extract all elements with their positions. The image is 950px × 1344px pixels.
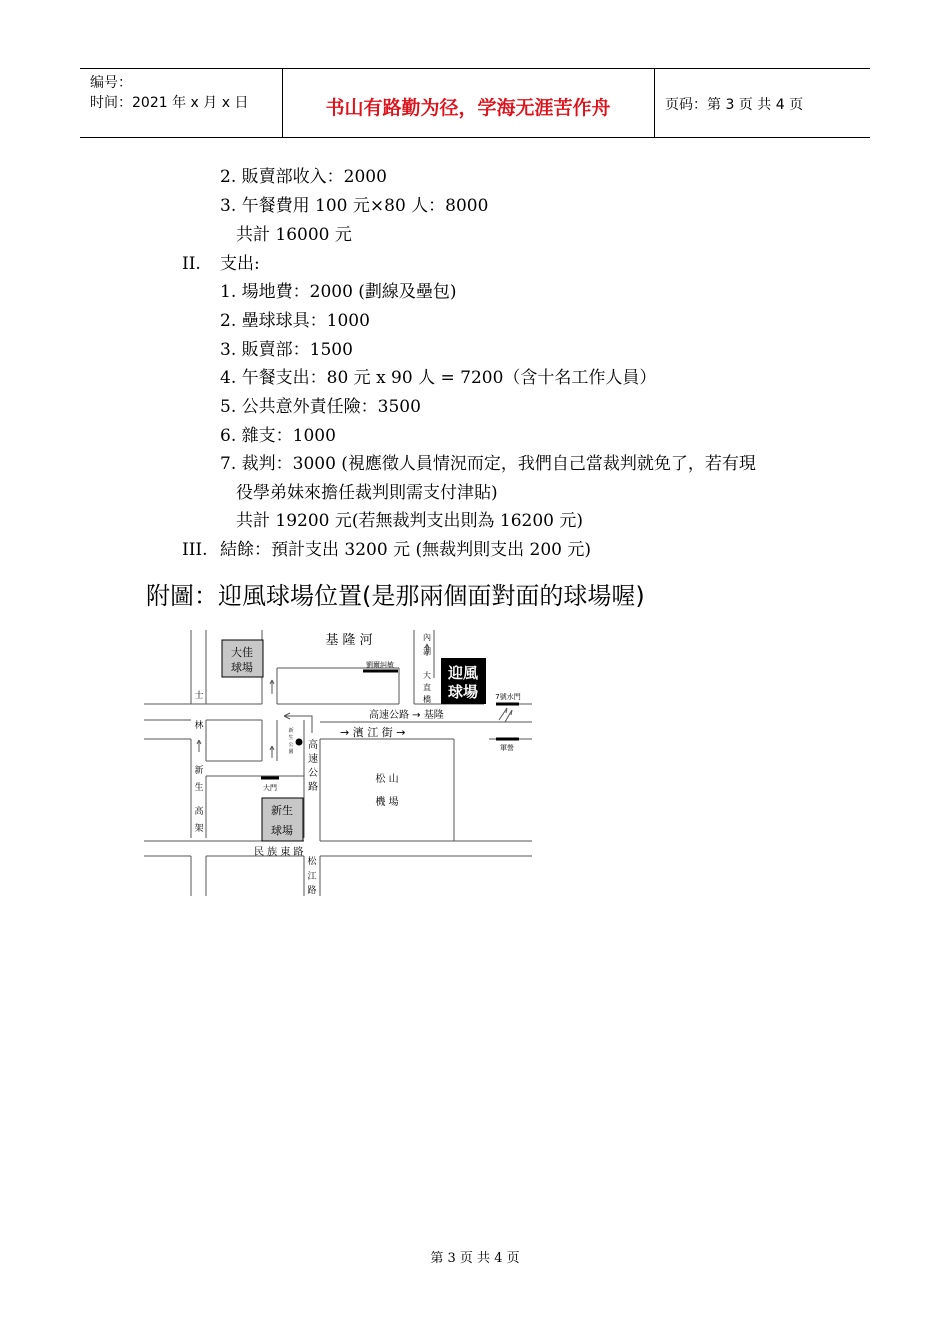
expense-item-7-cont: 役學弟妹來擔任裁判則需支付津貼) [236, 483, 498, 503]
number-label: 编号： [90, 75, 132, 91]
dazhi-bridge-2: 直 [423, 683, 431, 692]
dazhi-bridge-3: 橋 [423, 695, 431, 704]
junguan-label: 軍營 [500, 744, 514, 752]
expense-item-1: 1. 場地費：2000 (劃線及壘包) [220, 282, 457, 302]
river-label: 基 隆 河 [325, 633, 373, 648]
income-item-2: 2. 販賣部收入：2000 [220, 167, 387, 187]
neihu-label-1: 內 [423, 633, 431, 642]
damen-label: 大門 [263, 784, 277, 792]
header-info-cell [80, 69, 283, 137]
songjiang-road-label-1: 松 [307, 857, 317, 867]
yingfeng-court-label-2: 球場 [447, 683, 479, 701]
xinsheng-label-4: 架 [194, 824, 204, 834]
expense-item-4: 4. 午餐支出：80 元 x 90 人 = 7200（含十名工作人員） [220, 368, 657, 388]
water-gate-label: 7號水門 [495, 693, 521, 701]
expense-item-6: 6. 雜支：1000 [220, 426, 336, 446]
park-label-2: 生 [288, 735, 294, 741]
xinsheng-label-2: 生 [194, 783, 204, 793]
section-iii-numeral: III. [182, 540, 208, 560]
minzu-road-label: 民 族 東 路 [254, 847, 304, 858]
liuhe-label: 劉爾糾敏 [366, 661, 394, 669]
section-ii-numeral: II. [182, 254, 201, 274]
expense-item-3: 3. 販賣部：1500 [220, 340, 353, 360]
location-map [144, 628, 532, 898]
balance-line: 結餘：預計支出 3200 元 (無裁判則支出 200 元) [220, 540, 591, 560]
expense-total: 共計 19200 元(若無裁判支出則為 16200 元) [236, 511, 584, 531]
xinsheng-court-label-2: 球場 [271, 824, 293, 837]
dazhi-bridge-1: 大 [423, 671, 431, 680]
motto: 书山有路勤为径，学海无涯苦作舟 [325, 97, 611, 119]
xinsheng-label-1: 新 [194, 766, 204, 776]
highway-direction-label: 高速公路 → 基隆 [369, 710, 444, 721]
shilin-label-2: 林 [194, 721, 204, 731]
park-label-4: 園 [288, 749, 294, 755]
park-label-1: 新 [288, 728, 294, 734]
gaosu-road-label-4: 路 [308, 782, 318, 793]
expense-item-7: 7. 裁判：3000 (視應徵人員情況而定，我們自己當裁判就免了，若有現 [220, 454, 756, 474]
expense-item-2: 2. 壘球球具：1000 [220, 311, 370, 331]
page-info: 页码：第 3 页 共 4 页 [665, 97, 804, 113]
figure-caption: 附圖：迎風球場位置(是那兩個面對面的球場喔) [146, 582, 645, 610]
xinsheng-label-3: 高 [194, 807, 204, 817]
dajia-court-label-2: 球場 [231, 661, 253, 674]
section-ii-title: 支出: [220, 254, 260, 274]
airport-label-1: 松 山 [375, 774, 399, 785]
gaosu-road-label-3: 公 [308, 768, 318, 779]
gaosu-road-label-1: 高 [308, 740, 318, 751]
header-page-cell [655, 69, 870, 137]
shilin-label-1: 士 [194, 691, 204, 701]
income-item-3: 3. 午餐費用 100 元×80 人：8000 [220, 196, 489, 216]
park-label-3: 公 [288, 742, 294, 748]
date-label: 时间：2021 年 x 月 x 日 [90, 95, 249, 111]
income-total: 共計 16000 元 [236, 225, 352, 245]
yingfeng-court-label-1: 迎風 [447, 664, 479, 682]
landmark-dot [296, 739, 303, 746]
expense-item-5: 5. 公共意外責任險：3500 [220, 397, 421, 417]
airport-label-2: 機 場 [375, 797, 399, 808]
binjiang-street-label: → 濱 江 街 → [340, 726, 406, 739]
songjiang-road-label-3: 路 [307, 886, 317, 896]
page-footer: 第 3 页 共 4 页 [430, 1251, 520, 1266]
dajia-court-label-1: 大佳 [231, 646, 253, 659]
gaosu-road-label-2: 速 [308, 754, 318, 765]
songjiang-road-label-2: 江 [307, 872, 317, 882]
neihu-label-2: 湖 [423, 647, 431, 656]
xinsheng-court-label-1: 新生 [271, 804, 293, 817]
page-header [80, 68, 870, 138]
header-motto-cell [282, 69, 655, 137]
map-drawing [144, 628, 532, 898]
